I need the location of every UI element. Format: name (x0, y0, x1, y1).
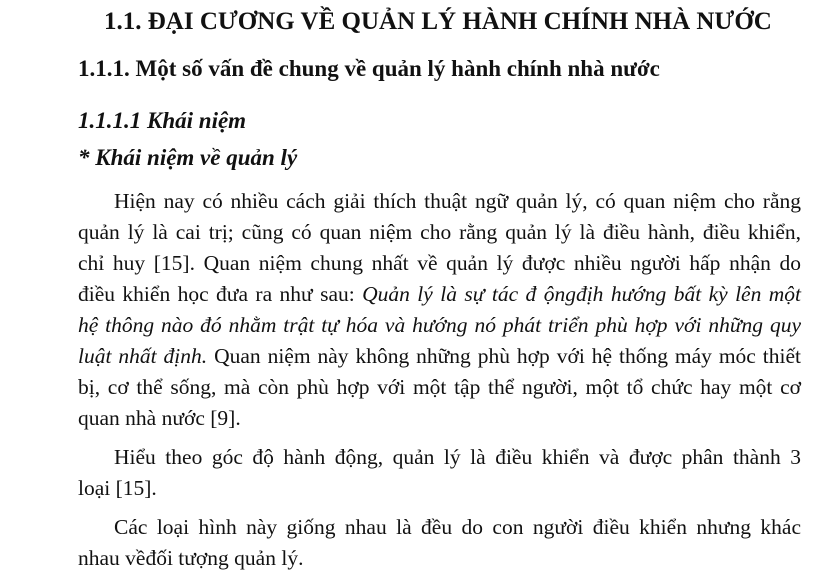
paragraph-3-line-2: nhau vềđối tượng quản lý. (78, 546, 304, 570)
paragraph-1-line-4-plain: điều khiển học đưa ra như sau: (78, 282, 363, 306)
paragraph-1-line-6-plain: Quan niệm này không những phù hợp với hệ thống máy móc thiết (207, 344, 801, 368)
bullet-heading: * Khái niệm về quản lý (78, 145, 298, 170)
paragraph-1-line-7: bị, cơ thể sống, mà còn phù hợp với một tập thể người, một tổ chức hay một cơ (78, 375, 801, 399)
paragraph-1-line-5: hệ thông nào đó nhằm trật tự hóa và hướng nó phát triển phù hợp với những quy (78, 313, 801, 337)
paragraph-1-line-6-italic: luật nhất định. (78, 344, 208, 368)
paragraph-1-line-1: Hiện nay có nhiều cách giải thích thuật ngữ quản lý, có quan niệm cho rằng (114, 189, 801, 213)
paragraph-1-line-3: chỉ huy [15]. Quan niệm chung nhất về quản lý được nhiều người hấp nhận do (78, 251, 801, 275)
paragraph-1-line-4 (78, 279, 801, 309)
subsubsection-heading: 1.1.1.1 Khái niệm (78, 108, 247, 133)
paragraph-3-line-1: Các loại hình này giống nhau là đều do con người điều khiển nhưng khác (114, 515, 801, 539)
subsection-heading: 1.1.1. Một số vấn đề chung về quản lý hành chính nhà nước (78, 56, 660, 81)
section-heading: 1.1. ĐẠI CƯƠNG VỀ QUẢN LÝ HÀNH CHÍNH NHÀ NƯỚC (104, 8, 772, 35)
paragraph-1-line-6 (78, 341, 801, 371)
paragraph-1-line-8: quan nhà nước [9]. (78, 406, 241, 430)
paragraph-2-line-2: loại [15]. (78, 476, 157, 500)
paragraph-1-line-2: quản lý là cai trị; cũng có quan niệm cho rằng quản lý là điều hành, điều khiển, (78, 220, 801, 244)
paragraph-1-line-4-italic: Quản lý là sự tác đ ộngđịh hướng bất kỳ lên một (362, 282, 801, 306)
paragraph-2-line-1: Hiểu theo góc độ hành động, quản lý là điều khiển và được phân thành 3 (114, 445, 801, 469)
